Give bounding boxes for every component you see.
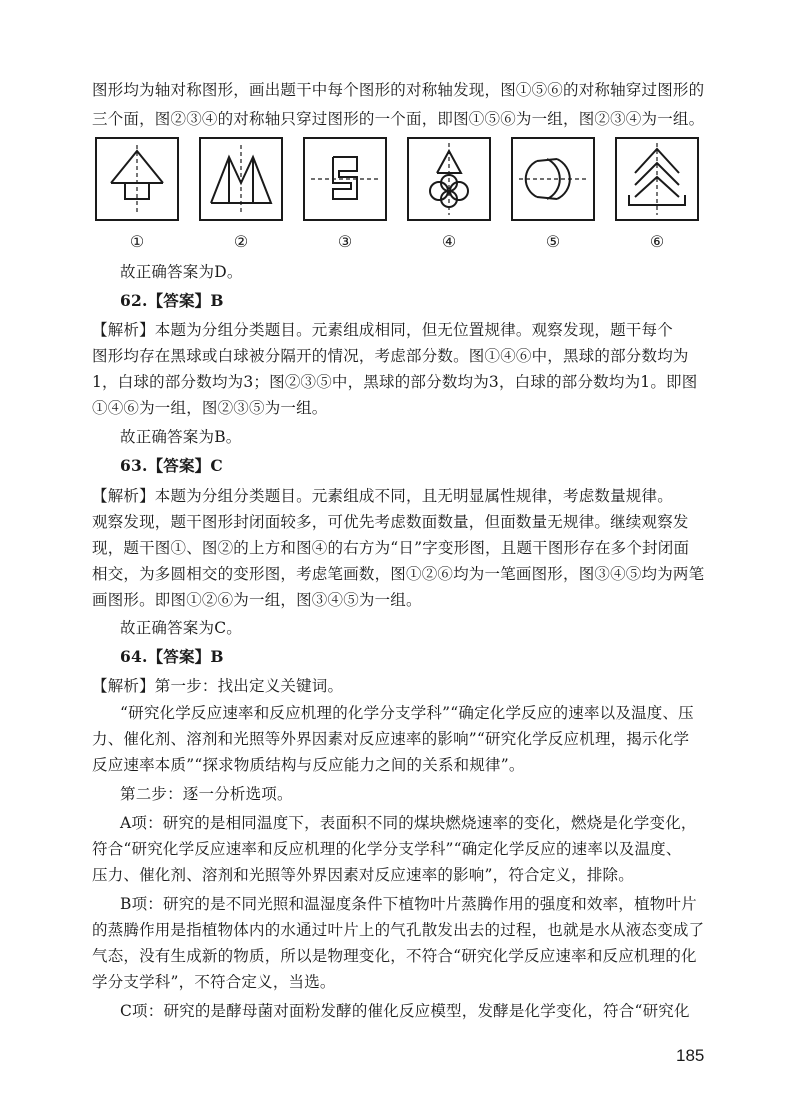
figure-3 (303, 137, 387, 221)
q62-answer: 62.【答案】B (120, 291, 224, 310)
figure-1 (95, 137, 179, 221)
q63-analysis-3: 现，题干图①、图②的上方和图④的右方为“日”字变形图，且题干图形存在多个封闭面 (92, 539, 690, 557)
q64-option-b-2: 的蒸腾作用是指植物体内的水通过叶片上的气孔散发出去的过程，也就是水从液态变成了 (92, 921, 705, 939)
figure-2 (199, 137, 283, 221)
figure-label-1: ① (129, 232, 145, 251)
q64-option-a-2: 符合“研究化学反应速率和反应机理的化学分支学科”“确定化学反应的速率以及温度、 (92, 840, 682, 858)
q64-analysis-title: 【解析】第一步：找出定义关键词。 (92, 677, 344, 695)
intro-line-1: 图形均为轴对称图形，画出题干中每个图形的对称轴发现，图①⑤⑥的对称轴穿过图形的 (92, 81, 705, 99)
q63-conclusion: 故正确答案为C。 (120, 619, 242, 637)
figure-label-4: ④ (441, 232, 457, 251)
figure-6 (615, 137, 699, 221)
q62-analysis-1: 【解析】本题为分组分类题目。元素组成相同，但无位置规律。观察发现，题干每个 (92, 321, 673, 339)
figure-label-3: ③ (337, 232, 353, 251)
q62-analysis-3: 1，白球的部分数均为3；图②③⑤中，黑球的部分数均为3，白球的部分数均为1。即图 (92, 373, 698, 391)
figure-label-2: ② (233, 232, 249, 251)
q64-step2: 第二步：逐一分析选项。 (120, 785, 293, 803)
q62-conclusion: 故正确答案为B。 (120, 428, 242, 446)
figure-4 (407, 137, 491, 221)
q63-analysis-4: 相交，为多圆相交的变形图，考虑笔画数，图①②⑥均为一笔画图形，图③④⑤均为两笔 (92, 565, 705, 583)
q64-keywords-3: 反应速率本质”“探求物质结构与反应能力之间的关系和规律”。 (92, 756, 525, 774)
figure-label-5: ⑤ (545, 232, 561, 251)
figure-row (95, 137, 715, 227)
q64-option-b-3: 气态，没有生成新的物质，所以是物理变化，不符合“研究化学反应速率和反应机理的化 (92, 947, 697, 965)
q64-keywords-2: 力、催化剂、溶剂和光照等外界因素对反应速率的影响”“研究化学反应机理，揭示化学 (92, 730, 690, 748)
q64-keywords-1: “研究化学反应速率和反应机理的化学分支学科”“确定化学反应的速率以及温度、压 (120, 704, 694, 722)
figure-5 (511, 137, 595, 221)
figure-label-6: ⑥ (649, 232, 665, 251)
q64-answer: 64.【答案】B (120, 647, 224, 666)
page-number: 185 (676, 1046, 705, 1065)
q63-analysis-1: 【解析】本题为分组分类题目。元素组成不同，且无明显属性规律，考虑数量规律。 (92, 487, 673, 505)
q64-option-b-1: B项：研究的是不同光照和温湿度条件下植物叶片蒸腾作用的强度和效率，植物叶片 (120, 895, 697, 913)
q62-analysis-4: ①④⑥为一组，图②③⑤为一组。 (92, 399, 328, 417)
q63-analysis-2: 观察发现，题干图形封闭面较多，可优先考虑数面数量，但面数量无规律。继续观察发 (92, 513, 689, 531)
intro-line-2: 三个面，图②③④的对称轴只穿过图形的一个面，即图①⑤⑥为一组，图②③④为一组。 (92, 110, 705, 128)
q63-analysis-5: 画图形。即图①②⑥为一组，图③④⑤为一组。 (92, 591, 422, 609)
q61-conclusion: 故正确答案为D。 (120, 263, 243, 281)
q62-analysis-2: 图形均存在黑球或白球被分隔开的情况，考虑部分数。图①④⑥中，黑球的部分数均为 (92, 347, 689, 365)
q64-option-b-4: 学分支学科”，不符合定义，当选。 (92, 973, 336, 991)
q64-option-c-1: C项：研究的是酵母菌对面粉发酵的催化反应模型，发酵是化学变化，符合“研究化 (120, 1002, 690, 1020)
q64-option-a-3: 压力、催化剂、溶剂和光照等外界因素对反应速率的影响”，符合定义，排除。 (92, 866, 634, 884)
q64-option-a-1: A项：研究的是相同温度下，表面积不同的煤块燃烧速率的变化，燃烧是化学变化， (120, 814, 697, 832)
q63-answer: 63.【答案】C (120, 456, 223, 475)
